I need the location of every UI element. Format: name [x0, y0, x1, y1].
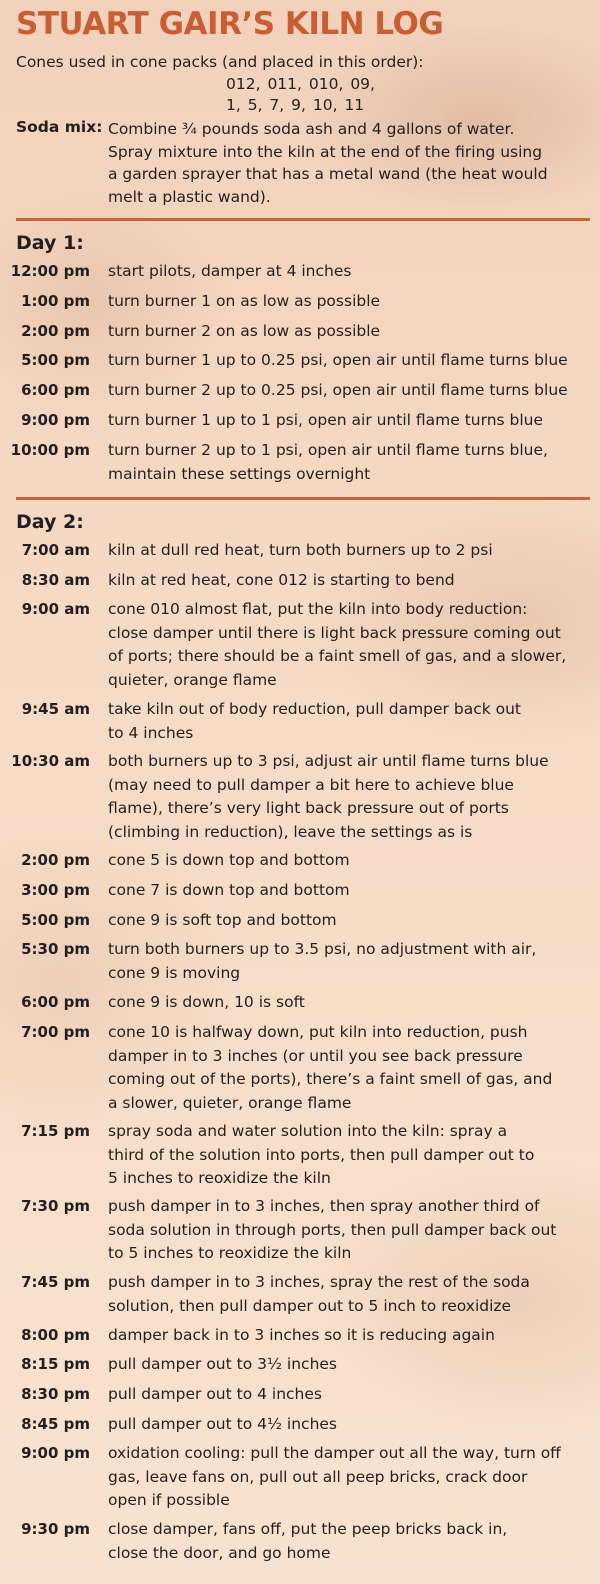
- entry-time: 6:00 pm: [21, 381, 90, 399]
- entry-time: 9:30 pm: [21, 1520, 90, 1538]
- entry-time: 9:00 pm: [21, 411, 90, 429]
- day-1-heading: Day 1:: [16, 232, 84, 254]
- entry-description: push damper in to 3 inches, then spray another third of soda solution in through ports, then pull damper back out to 5 inches to reoxidize the kiln: [108, 1197, 557, 1262]
- cones-line-2: 1, 5, 7, 9, 10, 11: [226, 96, 365, 114]
- entry-description: pull damper out to 4½ inches: [108, 1415, 338, 1433]
- cones-label: Cones used in cone packs (and placed in this order):: [16, 53, 424, 71]
- entry-time: 12:00 pm: [10, 262, 90, 280]
- entry-description: kiln at dull red heat, turn both burners up to 2 psi: [108, 541, 493, 559]
- entry-time: 8:30 pm: [21, 1385, 90, 1403]
- entry-time: 6:00 pm: [21, 993, 90, 1011]
- entry-time: 10:00 pm: [10, 441, 90, 459]
- entry-description: cone 5 is down top and bottom: [108, 851, 350, 869]
- entry-description: close damper, fans off, put the peep bricks back in, close the door, and go home: [108, 1520, 508, 1562]
- entry-time: 10:30 am: [11, 752, 90, 770]
- entry-description: pull damper out to 3½ inches: [108, 1355, 338, 1373]
- entry-description: cone 010 almost flat, put the kiln into body reduction: close damper until there is light back pressure coming out of ports; there should be a faint smell of gas, and a slower, quieter, orange flame: [108, 600, 567, 689]
- entry-time: 2:00 pm: [21, 322, 90, 340]
- entry-description: cone 9 is soft top and bottom: [108, 911, 337, 929]
- section-divider: [16, 218, 590, 221]
- soda-mix-label: Soda mix:: [16, 118, 103, 136]
- entry-time: 5:00 pm: [21, 911, 90, 929]
- section-divider: [16, 497, 590, 500]
- entry-description: cone 7 is down top and bottom: [108, 881, 350, 899]
- entry-description: turn burner 2 up to 1 psi, open air until flame turns blue, maintain these settings overnight: [108, 441, 548, 483]
- entry-description: start pilots, damper at 4 inches: [108, 262, 352, 280]
- entry-description: spray soda and water solution into the kiln: spray a third of the solution into ports, then pull damper out to 5 inches to reoxidize the kiln: [108, 1122, 535, 1187]
- entry-time: 7:00 pm: [21, 1023, 90, 1041]
- cones-line-1: 012, 011, 010, 09,: [226, 75, 375, 93]
- entry-time: 8:30 am: [21, 571, 90, 589]
- entry-description: turn burner 1 up to 1 psi, open air until flame turns blue: [108, 411, 544, 429]
- entry-description: turn burner 1 up to 0.25 psi, open air until flame turns blue: [108, 351, 568, 369]
- entry-description: kiln at red heat, cone 012 is starting to bend: [108, 571, 455, 589]
- entry-time: 7:00 am: [21, 541, 90, 559]
- entry-time: 5:30 pm: [21, 940, 90, 958]
- entry-description: both burners up to 3 psi, adjust air until flame turns blue (may need to pull damper a bit here to achieve blue flame), there’s very light back pressure out of ports (climbing in reduction), leave the settings as is: [108, 752, 549, 841]
- entry-description: pull damper out to 4 inches: [108, 1385, 322, 1403]
- entry-description: cone 9 is down, 10 is soft: [108, 993, 305, 1011]
- entry-time: 8:15 pm: [21, 1355, 90, 1373]
- page-title: STUART GAIR’S KILN LOG: [16, 6, 444, 42]
- entry-description: turn burner 2 up to 0.25 psi, open air until flame turns blue: [108, 381, 568, 399]
- entry-time: 8:00 pm: [21, 1326, 90, 1344]
- soda-mix-text: Combine ¾ pounds soda ash and 4 gallons of water. Spray mixture into the kiln at the end of the firing using a garden sprayer that has a metal wand (the heat would melt a plastic wand).: [108, 120, 548, 206]
- entry-time: 5:00 pm: [21, 351, 90, 369]
- entry-time: 7:45 pm: [21, 1273, 90, 1291]
- day-2-heading: Day 2:: [16, 511, 84, 533]
- entry-description: oxidation cooling: pull the damper out all the way, turn off gas, leave fans on, pull out all peep bricks, crack door open if possible: [108, 1444, 561, 1509]
- entry-time: 7:30 pm: [21, 1197, 90, 1215]
- entry-time: 8:45 pm: [21, 1415, 90, 1433]
- entry-time: 9:00 am: [21, 600, 90, 618]
- entry-description: turn burner 2 on as low as possible: [108, 322, 381, 340]
- entry-description: take kiln out of body reduction, pull damper back out to 4 inches: [108, 700, 521, 742]
- entry-time: 2:00 pm: [21, 851, 90, 869]
- entry-description: damper back in to 3 inches so it is reducing again: [108, 1326, 495, 1344]
- entry-time: 1:00 pm: [21, 292, 90, 310]
- entry-description: turn both burners up to 3.5 psi, no adjustment with air, cone 9 is moving: [108, 940, 537, 982]
- entry-description: cone 10 is halfway down, put kiln into reduction, push damper in to 3 inches (or until you see back pressure coming out of the ports), there’s a faint smell of gas, and a slower, quieter, orange flame: [108, 1023, 553, 1112]
- entry-description: push damper in to 3 inches, spray the rest of the soda solution, then pull damper out to 5 inch to reoxidize: [108, 1273, 530, 1315]
- entry-time: 9:00 pm: [21, 1444, 90, 1462]
- entry-time: 9:45 am: [21, 700, 90, 718]
- entry-time: 7:15 pm: [21, 1122, 90, 1140]
- entry-description: turn burner 1 on as low as possible: [108, 292, 381, 310]
- entry-time: 3:00 pm: [21, 881, 90, 899]
